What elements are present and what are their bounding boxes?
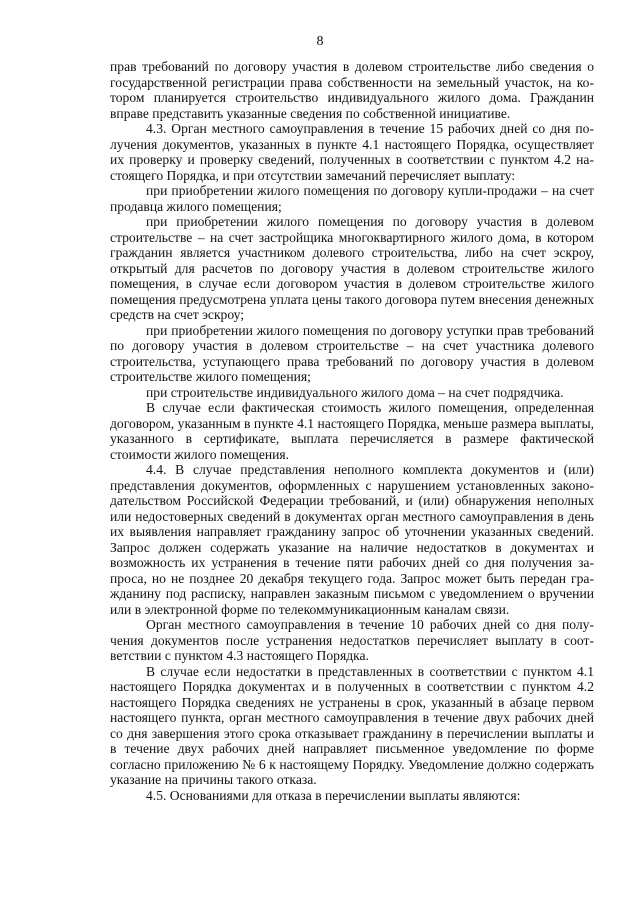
paragraph-4-5: 4.5. Основаниями для отказа в перечислении выплаты являются: [146, 787, 521, 803]
paragraph-refusal: В случае если недостатки в представленных в соответствии с пунктом 4.1 настоящего Порядка документах и в полученных в соответствии с пунктом 4.2 настоящего Порядка сведениях не устранены в срок, указанный в абзаце первом настоящего пункта, орган местного самоуправления в течение двух рабочих дней со дня завершения этого срока отказывает гражданину в перечислении выплаты и в течение двух рабочих дней направляет письменное уведомление по форме согласно приложению № 6 к настоящему Порядку. Уведомление должно содержать указание на причины такого отказа. [110, 663, 594, 787]
paragraph-purchase-sale: при приобретении жилого помещения по договору купли-продажи – на счет продавца жилого помещения; [110, 183, 594, 214]
paragraph-actual-cost: В случае если фактическая стоимость жилого помещения, определенная договором, указанным в пункте 4.1 настоящего Порядка, меньше размера выплаты, указанного в сертификате, выплата перечисляется в размере фактической стоимости жилого помещения. [110, 400, 594, 462]
paragraph-shared-construction: при приобретении жилого помещения по договору участия в долевом строительстве – на счет застройщика многоквартирного жилого дома, в котором гражданин является участником долевого строительства, либо на счет эскроу, открытый для расчетов по договору участия в долевом строительстве жилого помещения, в случае если договором участия в долевом строительстве жилого помещения предусмотрена уплата цены такого договора путем внесения денежных средств на счет эскроу; [110, 214, 594, 322]
paragraph-continuation: прав требований по договору участия в долевом строительстве либо сведения о государственной регистрации права собственности на земельный участок, на котором планируется строительство индивидуального жилого дома. Гражданин вправе представить указанные сведения по собственной инициативе. [110, 59, 594, 121]
paragraph-4-4: 4.4. В случае представления неполного комплекта документов и (или) представления документов, оформленных с нарушением установленных законодательством Российской Федерации требований, и (или) обнаружения неполных или недостоверных сведений в документах орган местного самоуправления в день их выявления направляет гражданину запрос об уточнении указанных сведений. Запрос должен содержать указание на наличие недостатков в документах и возможность их устранения в течение пяти рабочих дней со дня получения запроса, но не позднее 20 декабря текущего года. Запрос может быть передан гражданину под расписку, направлен заказным письмом с уведомлением о вручении или в электронной форме по телекоммуникационным каналам связи. [110, 462, 594, 617]
paragraph-after-correction: Орган местного самоуправления в течение 10 рабочих дней со дня получения документов после устранения недостатков перечисляет выплату в соответствии с пунктом 4.3 настоящего Порядка. [110, 617, 594, 663]
paragraph-individual-house: при строительстве индивидуального жилого дома – на счет подрядчика. [146, 384, 564, 400]
page-number: 8 [316, 34, 324, 49]
document-body [110, 59, 594, 803]
paragraph-assignment: при приобретении жилого помещения по договору уступки прав требований по договору участия в долевом строительстве – на счет участника долевого строительства, уступающего права требований по договору участия в долевом строительстве жилого помещения; [110, 322, 594, 384]
paragraph-4-3: 4.3. Орган местного самоуправления в течение 15 рабочих дней со дня получения документов, указанных в пункте 4.1 настоящего Порядка, осуществляет их проверку и проверку сведений, полученных в соответствии с пунктом 4.2 настоящего Порядка, и при отсутствии замечаний перечисляет выплату: [110, 121, 594, 183]
